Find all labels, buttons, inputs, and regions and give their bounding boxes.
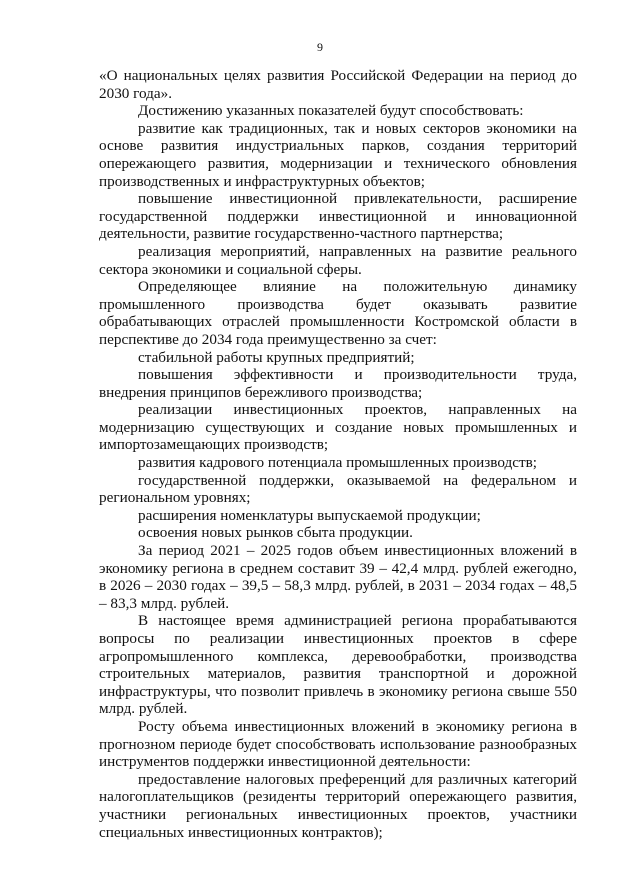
paragraph-investment-volume: За период 2021 – 2025 годов объем инвестиционных вложений в экономику региона в среднем составит 39 – 42,4 млрд. рублей ежегодно, в 2026 – 2030 годах – 39,5 – 58,3 млрд. рублей, в 2031 – 2034 годах – 48,5 – 83,3 млрд. рублей.	[99, 542, 577, 612]
paragraph-list-item: повышение инвестиционной привлекательности, расширение государственной поддержки инвестиционной и инновационной деятельности, развитие государственно-частного партнерства;	[99, 190, 577, 243]
paragraph-industry-intro: Определяющее влияние на положительную динамику промышленного производства будет оказывать развитие обрабатывающих отраслей промышленности Костромской области в перспективе до 2034 года преимущественно за счет:	[99, 278, 577, 348]
paragraph-list-item: государственной поддержки, оказываемой на федеральном и региональном уровнях;	[99, 471, 577, 507]
paragraph-list-item: развития кадрового потенциала промышленных производств;	[138, 454, 538, 472]
paragraph-list-item: стабильной работы крупных предприятий;	[138, 348, 415, 366]
paragraph-goals-reference: «О национальных целях развития Российской Федерации на период до 2030 года».	[99, 67, 577, 102]
paragraph-investment-projects: В настоящее время администрацией региона прорабатываются вопросы по реализации инвестиционных проектов в сфере агропромышленного комплекса, деревообработки, производства строительных материалов, развития транспортной и дорожной инфраструктуры, что позволит привлечь в экономику региона свыше 550 млрд. рублей.	[99, 612, 577, 718]
paragraph-intro: Достижению указанных показателей будут способствовать:	[138, 102, 524, 120]
paragraph-list-item: расширения номенклатуры выпускаемой продукции;	[138, 506, 481, 524]
document-body	[99, 67, 577, 841]
page-number: 9	[317, 40, 323, 54]
paragraph-list-item: освоения новых рынков сбыта продукции.	[138, 524, 413, 542]
paragraph-list-item: развитие как традиционных, так и новых секторов экономики на основе развития индустриальных парков, создания территорий опережающего развития, модернизации и технического обновления производственных и инфраструктурных объектов;	[99, 119, 577, 190]
paragraph-list-item: предоставление налоговых преференций для различных категорий налогоплательщиков (резиденты территорий опережающего развития, участники региональных инвестиционных проектов, участники специальных инвестиционных контрактов);	[99, 770, 577, 841]
paragraph-investment-growth: Росту объема инвестиционных вложений в экономику региона в прогнозном периоде будет способствовать использование разнообразных инструментов поддержки инвестиционной деятельности:	[99, 717, 577, 771]
paragraph-list-item: реализация мероприятий, направленных на развитие реального сектора экономики и социальной сферы.	[99, 242, 577, 278]
paragraph-list-item: повышения эффективности и производительности труда, внедрения принципов бережливого производства;	[99, 366, 577, 401]
paragraph-list-item: реализации инвестиционных проектов, направленных на модернизацию существующих и создание новых промышленных и импортозамещающих производств;	[99, 401, 577, 454]
